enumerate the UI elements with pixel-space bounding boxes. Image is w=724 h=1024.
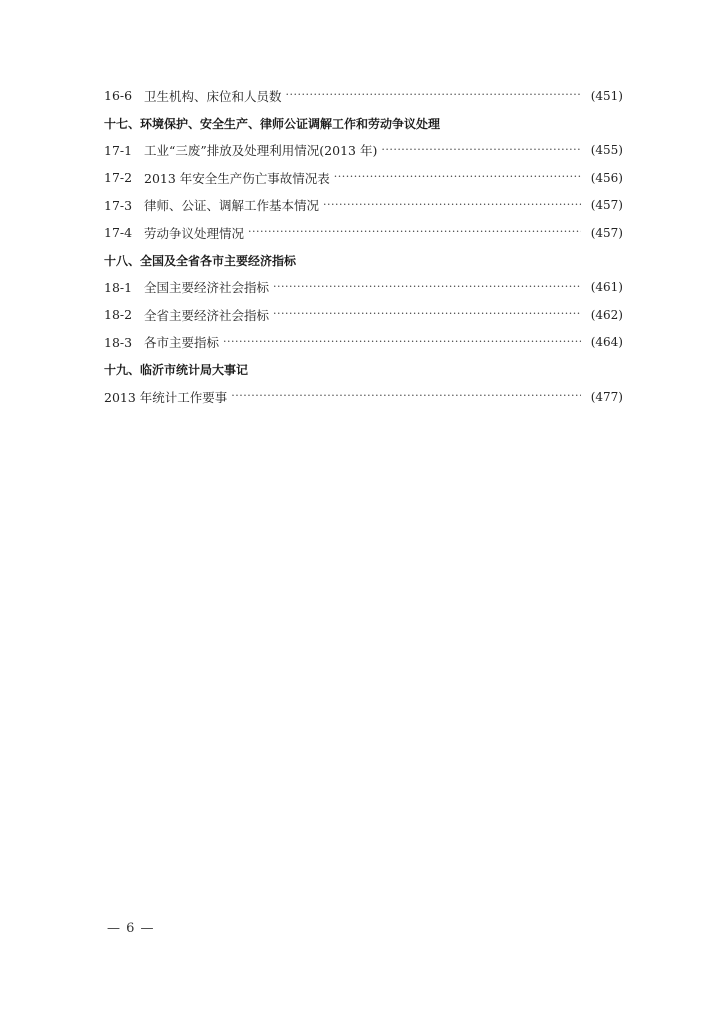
entry-number: 18-1 [104,279,133,295]
toc-entry[interactable] [104,137,623,164]
dot-leader [231,389,581,402]
entry-title: 2013 年安全生产伤亡事故情况表 [144,170,330,186]
entry-title: 全国主要经济社会指标 [144,280,270,296]
entry-number: 17-3 [104,197,133,213]
dot-leader [223,335,581,348]
entry-page: (451) [590,88,623,103]
entry-title: 各市主要指标 [144,335,220,351]
entry-page: (477) [590,389,623,404]
entry-title: 2013 年统计工作要事 [104,389,228,405]
entry-number: 18-2 [104,307,133,323]
entry-title: 全省主要经济社会指标 [144,307,270,323]
toc-entry[interactable] [104,301,623,328]
dot-leader [273,280,581,293]
toc-entry[interactable] [104,383,623,410]
entry-page: (464) [590,335,623,350]
section-heading: 十八、全国及全省各市主要经济指标 [104,253,297,268]
entry-number: 17-1 [104,142,133,158]
entry-title: 律师、公证、调解工作基本情况 [144,198,320,214]
dot-leader [323,198,581,211]
entry-number: 16-6 [104,88,133,104]
page-number: — 6 — [107,921,155,936]
toc-entry[interactable] [104,82,623,109]
toc-entry[interactable] [104,274,623,301]
dot-leader [334,170,581,183]
entry-page: (461) [590,280,623,295]
entry-title: 工业“三废”排放及处理利用情况(2013 年) [144,143,378,159]
entry-title: 劳动争议处理情况 [144,225,245,241]
dot-leader [381,143,581,156]
entry-number: 18-3 [104,334,133,350]
table-of-contents [104,82,623,411]
entry-page: (455) [590,143,623,158]
section-heading: 十九、临沂市统计局大事记 [104,363,249,378]
toc-entry[interactable] [104,219,623,246]
entry-number: 17-2 [104,170,133,186]
entry-page: (456) [590,170,623,185]
entry-page: (457) [590,198,623,213]
entry-number: 17-4 [104,225,133,241]
dot-leader [286,88,581,101]
toc-entry[interactable] [104,329,623,356]
toc-entry[interactable] [104,192,623,219]
entry-page: (457) [590,225,623,240]
dot-leader [248,225,581,238]
entry-page: (462) [590,307,623,322]
entry-title: 卫生机构、床位和人员数 [144,88,282,104]
toc-entry[interactable] [104,164,623,191]
section-heading: 十七、环境保护、安全生产、律师公证调解工作和劳动争议处理 [104,116,441,131]
dot-leader [273,307,581,320]
